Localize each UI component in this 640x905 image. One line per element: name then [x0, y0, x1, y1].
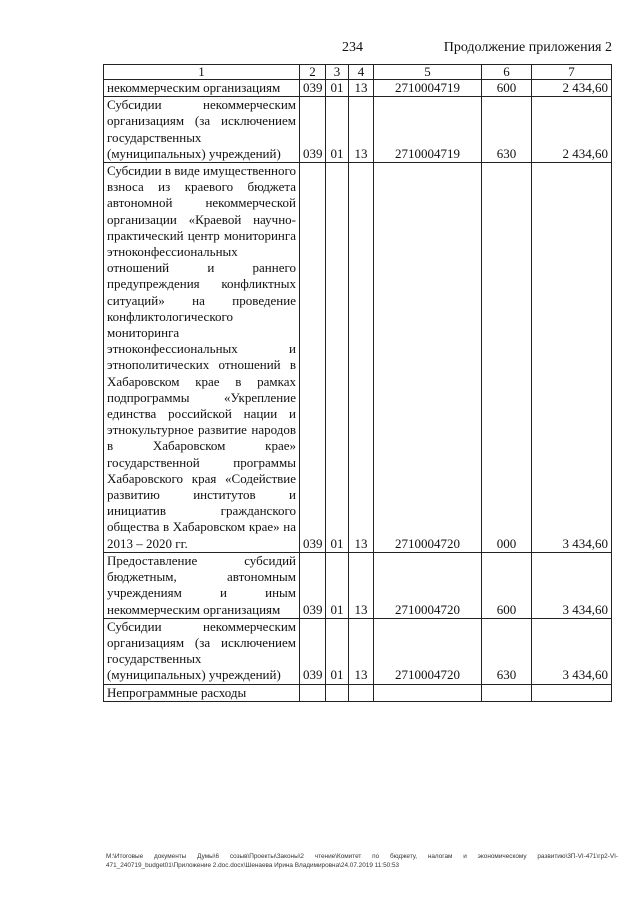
- cell-subsection: [349, 684, 374, 701]
- table-row: [104, 552, 612, 618]
- cell-target-article: 2710004720: [374, 552, 482, 618]
- cell-amount: 2 434,60: [532, 80, 612, 97]
- column-header: 5: [374, 65, 482, 80]
- page-number: 234: [342, 40, 363, 55]
- row-name: Субсидии некоммерческим организациям (за исключением государственных (муниципальных) учреждений): [104, 618, 300, 684]
- column-header: 1: [104, 65, 300, 80]
- cell-section: 01: [326, 163, 349, 553]
- cell-subsection: 13: [349, 552, 374, 618]
- column-header: 3: [326, 65, 349, 80]
- cell-section: 01: [326, 552, 349, 618]
- cell-amount: [532, 684, 612, 701]
- column-header: 6: [482, 65, 532, 80]
- cell-target-article: 2710004719: [374, 80, 482, 97]
- cell-section: [326, 684, 349, 701]
- table-row: [104, 684, 612, 701]
- cell-expense-type: [482, 684, 532, 701]
- cell-target-article: 2710004720: [374, 163, 482, 553]
- row-name: Субсидии в виде имущественного взноса из краевого бюджета автономной некоммерческой организации «Краевой научно-практический центр мониторинга этноконфессиональных отношений и раннего предупреждения конфликтных ситуаций» на проведение конфликтологического мониторинга этноконфессиональных и этнополитических отношений в Хабаровском крае в рамках подпрограммы «Укрепление единства российской нации и этнокультурное развитие народов в Хабаровском крае» государственной программы Хабаровского края «Содействие развитию институтов и инициатив гражданского общества в Хабаровском крае» на 2013 – 2020 гг.: [104, 163, 300, 553]
- cell-expense-type: 600: [482, 552, 532, 618]
- cell-subsection: 13: [349, 97, 374, 163]
- cell-expense-type: 000: [482, 163, 532, 553]
- row-name: Непрограммные расходы: [104, 684, 300, 701]
- cell-expense-type: 630: [482, 618, 532, 684]
- cell-target-article: 2710004719: [374, 97, 482, 163]
- table-row: [104, 80, 612, 97]
- cell-subsection: 13: [349, 163, 374, 553]
- continuation-label: Продолжение приложения 2: [443, 40, 612, 55]
- cell-amount: 2 434,60: [532, 97, 612, 163]
- table-row: [104, 97, 612, 163]
- budget-table: [103, 64, 612, 702]
- row-name: некоммерческим организациям: [104, 80, 300, 97]
- cell-admin-code: [300, 684, 326, 701]
- cell-expense-type: 600: [482, 80, 532, 97]
- cell-subsection: 13: [349, 618, 374, 684]
- cell-section: 01: [326, 618, 349, 684]
- column-header: 7: [532, 65, 612, 80]
- cell-amount: 3 434,60: [532, 618, 612, 684]
- row-name: Предоставление субсидий бюджетным, автономным учреждениям и иным некоммерческим организациям: [104, 552, 300, 618]
- cell-admin-code: 039: [300, 618, 326, 684]
- row-name: Субсидии некоммерческим организациям (за исключением государственных (муниципальных) учреждений): [104, 97, 300, 163]
- file-path-footer: M:\Итоговые документы Думы\6 созыв\Проекты\Законы\2 чтение\Комитет по бюджету, налогам и экономическому развитию\3П-VI-471\гр2-VI-471_240719_budget01\Приложение 2.doc.docx\Шенаева Ирина Владимировна\24.07.2019 11:50:53: [106, 853, 618, 869]
- table-row: [104, 618, 612, 684]
- cell-admin-code: 039: [300, 97, 326, 163]
- cell-section: 01: [326, 80, 349, 97]
- cell-admin-code: 039: [300, 80, 326, 97]
- column-header: 2: [300, 65, 326, 80]
- cell-admin-code: 039: [300, 552, 326, 618]
- cell-target-article: 2710004720: [374, 618, 482, 684]
- cell-amount: 3 434,60: [532, 163, 612, 553]
- cell-admin-code: 039: [300, 163, 326, 553]
- cell-expense-type: 630: [482, 97, 532, 163]
- cell-section: 01: [326, 97, 349, 163]
- table-row: [104, 163, 612, 553]
- cell-amount: 3 434,60: [532, 552, 612, 618]
- column-header: 4: [349, 65, 374, 80]
- cell-subsection: 13: [349, 80, 374, 97]
- cell-target-article: [374, 684, 482, 701]
- table-header-row: [104, 65, 612, 80]
